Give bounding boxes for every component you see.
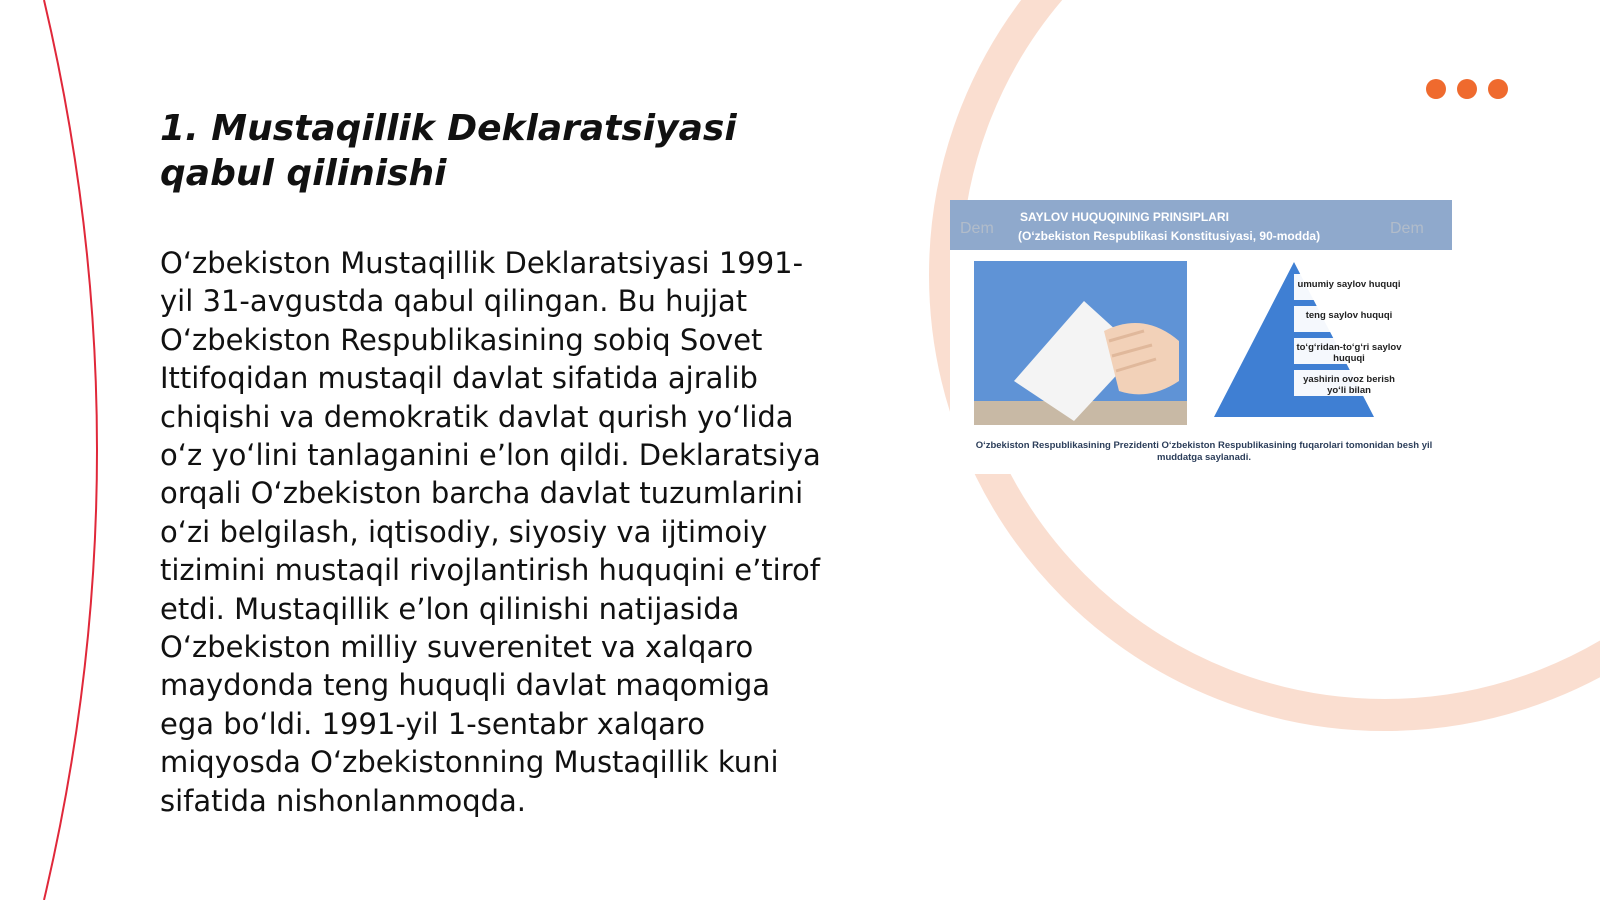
options-dots bbox=[1426, 79, 1508, 99]
ghost-text-decoration: Dem bbox=[1390, 220, 1424, 237]
pyramid-label: to‘g‘ridan-to‘g‘ri saylov huquqi bbox=[1296, 342, 1402, 364]
dot-decoration bbox=[1457, 79, 1477, 99]
ghost-text-decoration: Dem bbox=[960, 220, 994, 237]
pyramid-label: teng saylov huquqi bbox=[1305, 310, 1393, 321]
election-principles-image bbox=[950, 200, 1452, 474]
slide-title: 1. Mustaqillik Deklaratsiyasi qabul qilinishi bbox=[160, 108, 737, 194]
image-header bbox=[950, 200, 1452, 250]
image-caption: O‘zbekiston Respublikasining Prezidenti O‘zbekiston Respublikasining fuqarolari tomonidan besh yil muddatga saylanadi. bbox=[975, 440, 1433, 463]
dot-decoration bbox=[1488, 79, 1508, 99]
image-header-title: SAYLOV HUQUQINING PRINSIPLARI bbox=[1020, 210, 1229, 224]
pyramid-label: umumiy saylov huquqi bbox=[1297, 279, 1401, 290]
pyramid-label: yashirin ovoz berish yo‘li bilan bbox=[1303, 374, 1395, 396]
ballot-box-photo bbox=[974, 261, 1187, 425]
slide-body-text: O‘zbekiston Mustaqillik Deklaratsiyasi 1991-yil 31-avgustda qabul qilingan. Bu hujjat O‘zbekiston Respublikasining sobiq Sovet Ittifoqidan mustaqil davlat sifatida ajralib chiqishi va demokratik davlat qurish yo‘lida o‘z yo‘lini tanlaganini e’lon qildi. Deklaratsiya orqali O‘zbekiston barcha davlat tuzumlarini o‘zi belgilash, iqtisodiy, siyosiy va ijtimoiy tizimini mustaqil rivojlantirish huquqini e’tirof etdi. Mustaqillik e’lon qilinishi natijasida O‘zbekiston milliy suverenitet va xalqaro maydonda teng huquqli davlat maqomiga ega bo‘ldi. 1991-yil 1-sentabr xalqaro miqyosda O‘zbekistonning Mustaqillik kuni sifatida nishonlanmoqda. bbox=[160, 246, 821, 818]
dot-decoration bbox=[1426, 79, 1446, 99]
image-header-subtitle: (O‘zbekiston Respublikasi Konstitusiyasi, 90-modda) bbox=[1018, 229, 1321, 243]
